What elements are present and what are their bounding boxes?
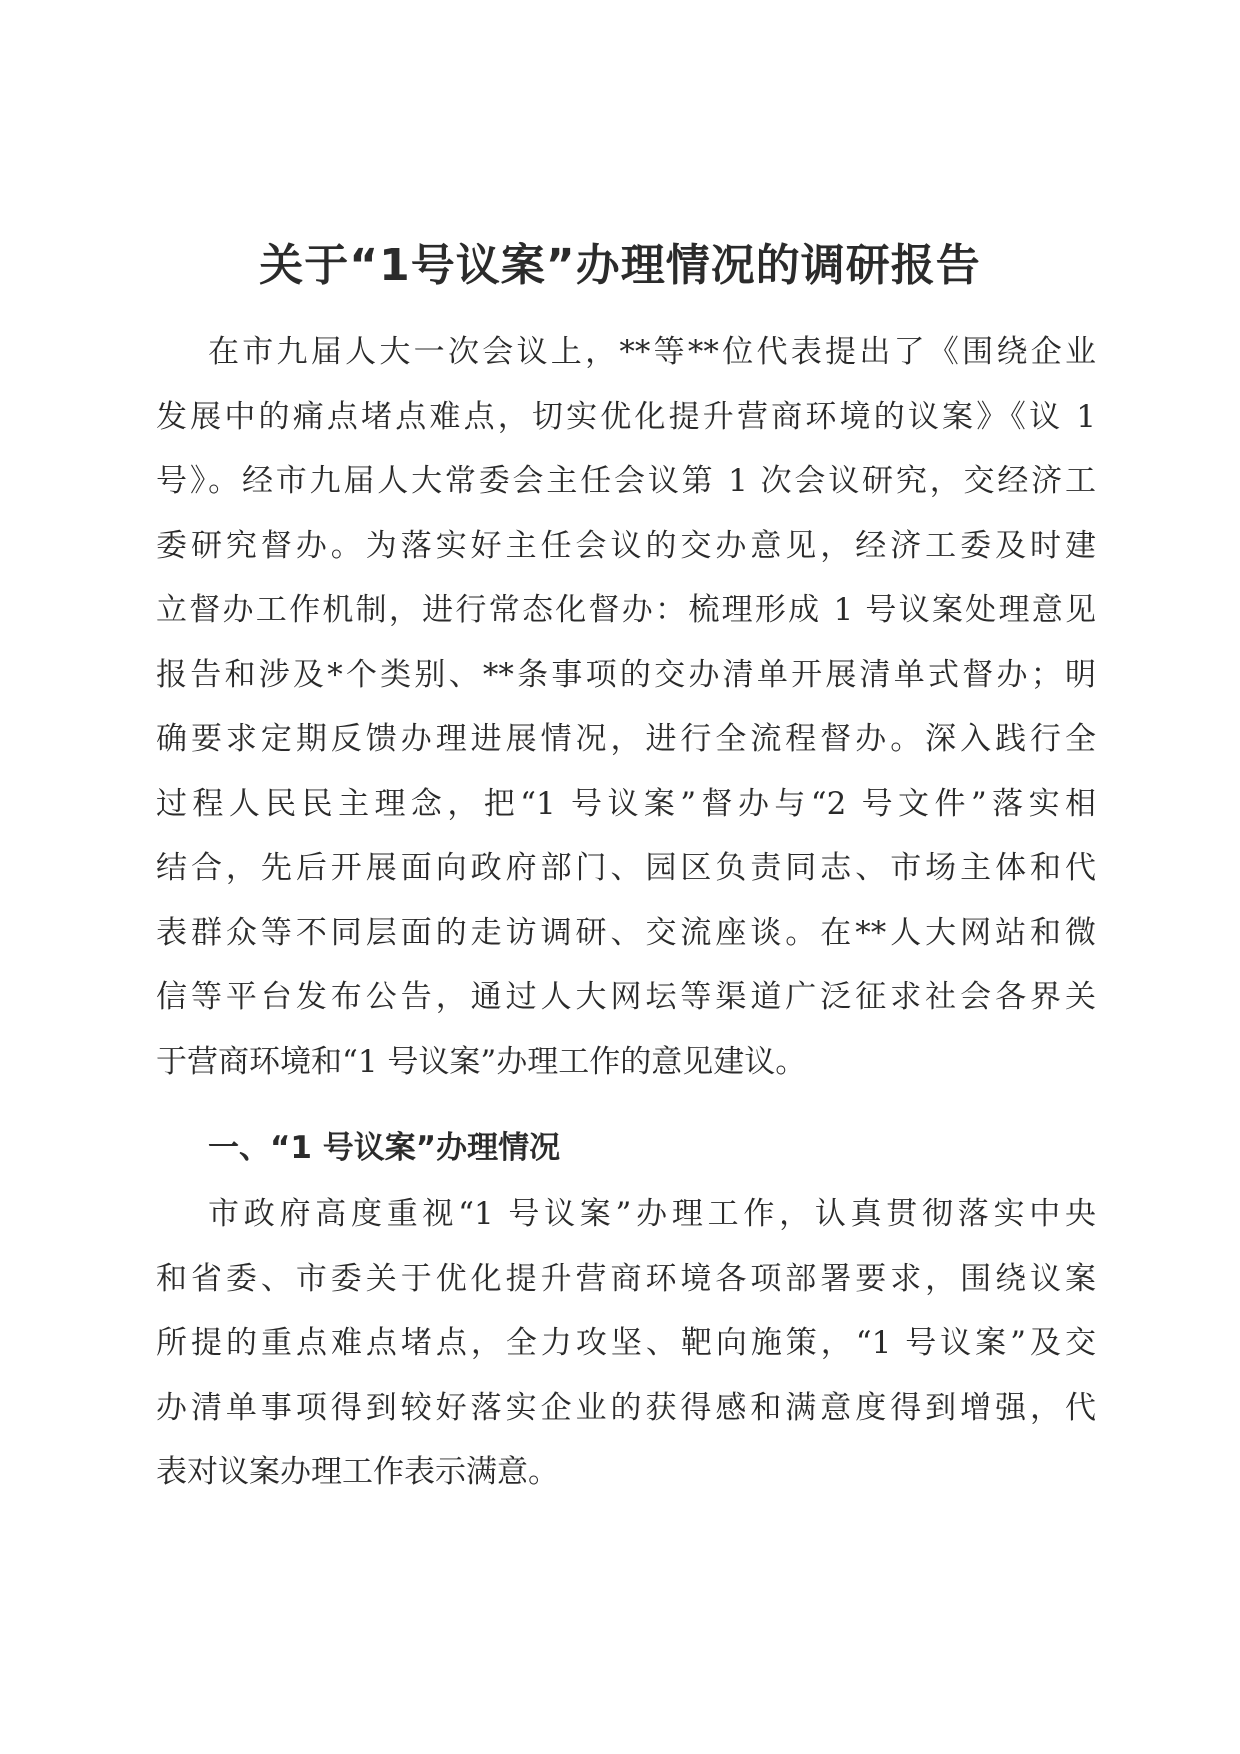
paragraph-line: 表对议案办理工作表示满意。 [156,1454,559,1490]
document-title: 关于“1号议案”办理情况的调研报告 [259,240,981,291]
paragraph-line: 结合，先后开展面向政府部门、园区负责同志、市场主体和代 [156,850,1096,886]
section1-paragraph [156,1182,1096,1505]
paragraph-line: 报告和涉及*个类别、**条事项的交办清单开展清单式督办；明 [156,656,1096,693]
intro-paragraph [156,320,1096,1094]
paragraph-line: 市政府高度重视“1 号议案”办理工作，认真贯彻落实中央 [208,1196,1096,1232]
paragraph-line: 发展中的痛点堵点难点，切实优化提升营商环境的议案》《议 1 [156,398,1096,435]
paragraph-line: 表群众等不同层面的走访调研、交流座谈。在**人大网站和微 [156,914,1096,951]
paragraph-line: 委研究督办。为落实好主任会议的交办意见，经济工委及时建 [156,527,1096,564]
paragraph-line: 办清单事项得到较好落实企业的获得感和满意度得到增强，代 [156,1389,1096,1426]
paragraph-line: 所提的重点难点堵点，全力攻坚、靶向施策，“1 号议案”及交 [156,1325,1096,1361]
section-heading: 一、“1 号议案”办理情况 [208,1130,561,1166]
paragraph-line: 确要求定期反馈办理进展情况，进行全流程督办。深入践行全 [156,721,1096,757]
paragraph-line: 信等平台发布公告，通过人大网坛等渠道广泛征求社会各界关 [156,979,1096,1015]
paragraph-line: 立督办工作机制，进行常态化督办：梳理形成 1 号议案处理意见 [156,592,1096,628]
paragraph-line: 过程人民民主理念，把“1 号议案”督办与“2 号文件”落实相 [156,785,1096,822]
paragraph-line: 于营商环境和“1 号议案”办理工作的意见建议。 [156,1043,807,1080]
paragraph-line: 号》。经市九届人大常委会主任会议第 1 次会议研究，交经济工 [156,463,1096,499]
paragraph-line: 和省委、市委关于优化提升营商环境各项部署要求，围绕议案 [156,1260,1096,1297]
paragraph-line: 在市九届人大一次会议上，**等**位代表提出了《围绕企业 [208,334,1096,370]
